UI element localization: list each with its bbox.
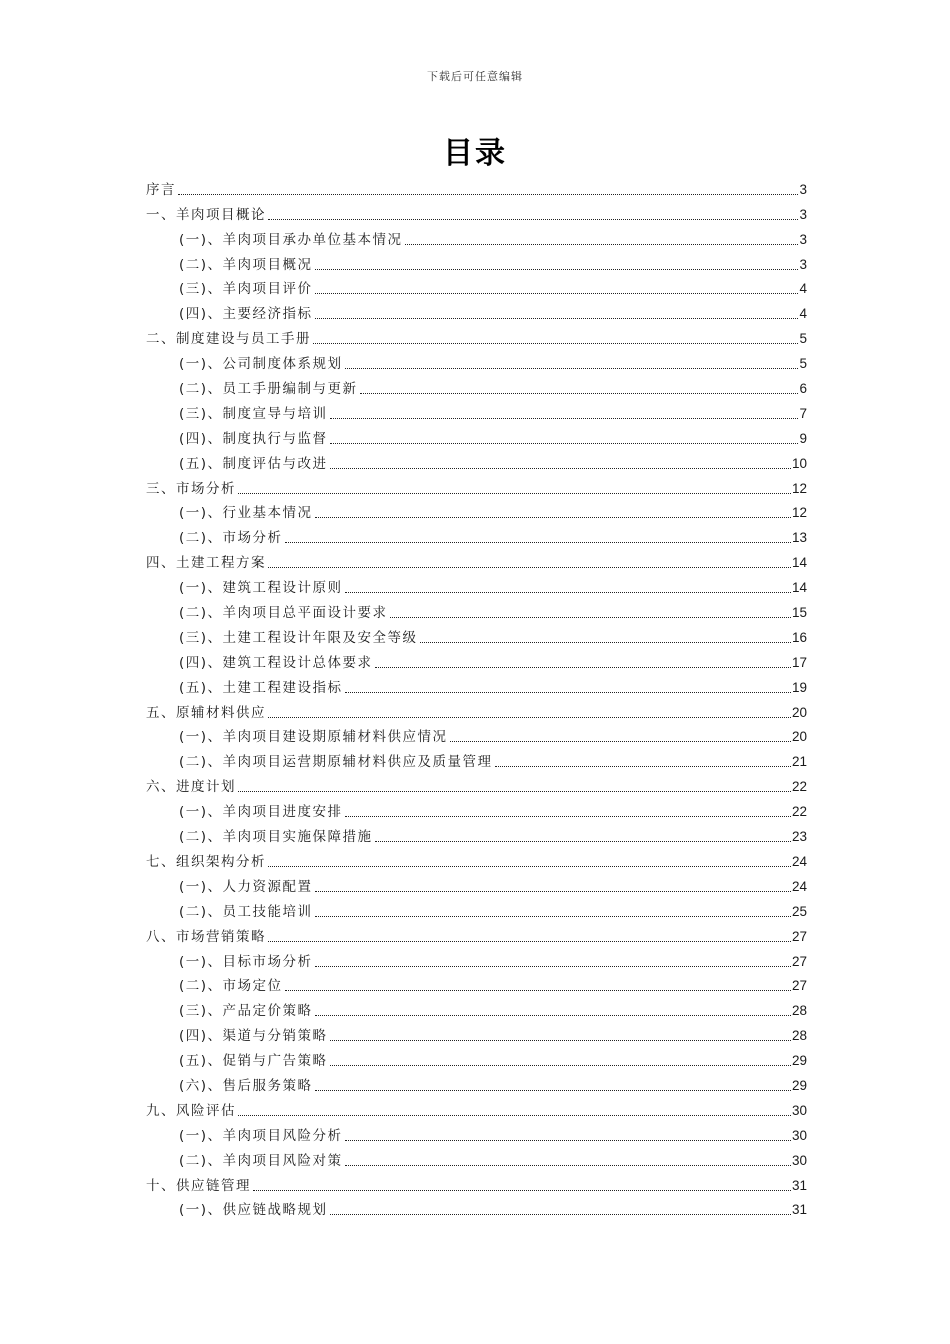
toc-dot-leader (315, 1089, 791, 1091)
toc-entry-title: 八、市场营销策略 (146, 928, 266, 945)
toc-subsection-entry[interactable] (146, 424, 807, 449)
toc-dot-leader (345, 1164, 791, 1166)
toc-entry-title: (二)、市场分析 (179, 530, 283, 547)
toc-entry-title: (二)、市场定位 (179, 978, 283, 995)
page-header-note: 下载后可任意编辑 (427, 70, 523, 83)
toc-dot-leader (330, 1064, 791, 1066)
toc-entry-title: (五)、促销与广告策略 (179, 1053, 328, 1070)
toc-dot-leader (238, 1114, 791, 1116)
toc-dot-leader (253, 1189, 791, 1191)
toc-subsection-entry[interactable] (146, 747, 807, 772)
toc-entry-page-number: 29 (791, 1053, 807, 1069)
toc-subsection-entry[interactable] (146, 947, 807, 972)
toc-entry-title: (四)、渠道与分销策略 (179, 1028, 328, 1045)
toc-subsection-entry[interactable] (146, 499, 807, 524)
toc-subsection-entry[interactable] (146, 797, 807, 822)
toc-dot-leader (313, 342, 798, 344)
toc-section-entry[interactable] (146, 1096, 807, 1121)
toc-dot-leader (345, 691, 791, 693)
toc-entry-page-number: 10 (791, 455, 807, 471)
toc-entry-page-number: 22 (791, 779, 807, 795)
toc-entry-title: (三)、产品定价策略 (179, 1003, 313, 1020)
toc-entry-title: 五、原辅材料供应 (146, 704, 266, 721)
toc-entry-page-number: 28 (791, 1003, 807, 1019)
toc-subsection-entry[interactable] (146, 1071, 807, 1096)
toc-dot-leader (345, 591, 791, 593)
toc-subsection-entry[interactable] (146, 225, 807, 250)
toc-entry-page-number: 12 (791, 505, 807, 521)
toc-entry-title: (一)、羊肉项目承办单位基本情况 (179, 231, 403, 248)
toc-dot-leader (268, 218, 798, 220)
toc-entry-page-number: 20 (791, 704, 807, 720)
toc-dot-leader (315, 268, 799, 270)
toc-entry-title: (五)、制度评估与改进 (179, 455, 328, 472)
toc-entry-title: (二)、羊肉项目运营期原辅材料供应及质量管理 (179, 754, 493, 771)
toc-subsection-entry[interactable] (146, 374, 807, 399)
toc-entry-page-number: 30 (791, 1152, 807, 1168)
toc-subsection-entry[interactable] (146, 1146, 807, 1171)
toc-entry-title: 二、制度建设与员工手册 (146, 331, 311, 348)
toc-subsection-entry[interactable] (146, 250, 807, 275)
toc-dot-leader (345, 815, 791, 817)
toc-dot-leader (450, 740, 791, 742)
toc-dot-leader (315, 292, 799, 294)
toc-entry-title: (二)、员工技能培训 (179, 903, 313, 920)
toc-entry-page-number: 3 (799, 181, 807, 197)
toc-entry-page-number: 15 (791, 605, 807, 621)
toc-dot-leader (268, 566, 791, 568)
toc-section-entry[interactable] (146, 200, 807, 225)
toc-subsection-entry[interactable] (146, 673, 807, 698)
toc-entry-title: (二)、羊肉项目总平面设计要求 (179, 605, 388, 622)
toc-entry-page-number: 14 (791, 580, 807, 596)
toc-entry-page-number: 4 (799, 306, 807, 322)
toc-entry-page-number: 31 (791, 1202, 807, 1218)
toc-entry-title: (一)、行业基本情况 (179, 505, 313, 522)
toc-subsection-entry[interactable] (146, 723, 807, 748)
toc-dot-leader (238, 790, 791, 792)
toc-subsection-entry[interactable] (146, 573, 807, 598)
toc-entry-title: (一)、公司制度体系规划 (179, 356, 343, 373)
toc-list (146, 175, 807, 1220)
toc-section-entry[interactable] (146, 1171, 807, 1196)
toc-entry-title: (二)、羊肉项目风险对策 (179, 1152, 343, 1169)
toc-entry-page-number: 9 (799, 430, 807, 446)
toc-entry-title: (三)、制度宣导与培训 (179, 405, 328, 422)
toc-entry-page-number: 13 (791, 530, 807, 546)
toc-dot-leader (285, 541, 791, 543)
toc-title: 目录 (443, 136, 507, 171)
toc-entry-page-number: 22 (791, 804, 807, 820)
toc-dot-leader (315, 1014, 791, 1016)
toc-section-entry[interactable] (146, 847, 807, 872)
toc-entry-title: 一、羊肉项目概论 (146, 206, 266, 223)
toc-entry-title: (一)、羊肉项目建设期原辅材料供应情况 (179, 729, 448, 746)
toc-section-entry[interactable] (146, 922, 807, 947)
toc-entry-page-number: 27 (791, 953, 807, 969)
toc-section-entry[interactable] (146, 698, 807, 723)
toc-entry-title: (二)、羊肉项目概况 (179, 256, 313, 273)
toc-section-entry[interactable] (146, 548, 807, 573)
toc-entry-title: (一)、建筑工程设计原则 (179, 580, 343, 597)
toc-subsection-entry[interactable] (146, 1021, 807, 1046)
toc-entry-page-number: 25 (791, 903, 807, 919)
toc-entry-page-number: 3 (799, 206, 807, 222)
toc-dot-leader (315, 965, 791, 967)
toc-dot-leader (315, 915, 791, 917)
toc-dot-leader (330, 442, 799, 444)
toc-subsection-entry[interactable] (146, 523, 807, 548)
toc-entry-page-number: 24 (791, 853, 807, 869)
toc-subsection-entry[interactable] (146, 648, 807, 673)
toc-entry-page-number: 4 (799, 281, 807, 297)
toc-entry-page-number: 30 (791, 1127, 807, 1143)
toc-subsection-entry[interactable] (146, 897, 807, 922)
toc-section-entry[interactable] (146, 474, 807, 499)
toc-subsection-entry[interactable] (146, 972, 807, 997)
toc-entry-title: (一)、目标市场分析 (179, 953, 313, 970)
toc-dot-leader (345, 367, 799, 369)
toc-dot-leader (315, 317, 799, 319)
toc-entry-title: (二)、员工手册编制与更新 (179, 381, 358, 398)
toc-entry-title: (五)、土建工程建设指标 (179, 679, 343, 696)
toc-entry-title: 四、土建工程方案 (146, 555, 266, 572)
toc-dot-leader (268, 716, 791, 718)
toc-entry-title: (四)、主要经济指标 (179, 306, 313, 323)
toc-entry-page-number: 27 (791, 928, 807, 944)
toc-dot-leader (315, 516, 791, 518)
toc-entry-title: 九、风险评估 (146, 1102, 236, 1119)
toc-entry-page-number: 3 (799, 256, 807, 272)
toc-dot-leader (495, 765, 791, 767)
toc-entry-title: (一)、人力资源配置 (179, 878, 313, 895)
toc-entry-page-number: 16 (791, 629, 807, 645)
toc-dot-leader (330, 1213, 791, 1215)
toc-entry-title: (三)、羊肉项目评价 (179, 281, 313, 298)
toc-subsection-entry[interactable] (146, 872, 807, 897)
toc-entry-title: (四)、建筑工程设计总体要求 (179, 654, 373, 671)
toc-subsection-entry[interactable] (146, 598, 807, 623)
toc-dot-leader (315, 890, 791, 892)
toc-entry-page-number: 24 (791, 878, 807, 894)
toc-dot-leader (268, 940, 791, 942)
toc-entry-page-number: 29 (791, 1077, 807, 1093)
toc-entry-page-number: 28 (791, 1028, 807, 1044)
toc-subsection-entry[interactable] (146, 399, 807, 424)
toc-subsection-entry[interactable] (146, 1196, 807, 1221)
toc-section-entry[interactable] (146, 772, 807, 797)
toc-entry-page-number: 30 (791, 1102, 807, 1118)
toc-entry-page-number: 19 (791, 679, 807, 695)
toc-section-entry[interactable] (146, 324, 807, 349)
toc-dot-leader (360, 392, 799, 394)
toc-entry-title: 七、组织架构分析 (146, 853, 266, 870)
toc-entry-title: (一)、供应链战略规划 (179, 1202, 328, 1219)
toc-subsection-entry[interactable] (146, 349, 807, 374)
toc-subsection-entry[interactable] (146, 822, 807, 847)
toc-subsection-entry[interactable] (146, 1046, 807, 1071)
toc-dot-leader (330, 467, 791, 469)
toc-entry-page-number: 14 (791, 555, 807, 571)
toc-entry-title: (三)、土建工程设计年限及安全等级 (179, 629, 418, 646)
toc-entry-page-number: 7 (799, 405, 807, 421)
toc-entry-title: 十、供应链管理 (146, 1177, 251, 1194)
toc-dot-leader (330, 1039, 791, 1041)
toc-dot-leader (178, 193, 798, 195)
toc-entry-title: (一)、羊肉项目进度安排 (179, 804, 343, 821)
toc-subsection-entry[interactable] (146, 1121, 807, 1146)
toc-entry-page-number: 21 (791, 754, 807, 770)
toc-dot-leader (285, 989, 791, 991)
toc-entry-title: (六)、售后服务策略 (179, 1077, 313, 1094)
toc-dot-leader (345, 1139, 791, 1141)
toc-entry-page-number: 3 (799, 231, 807, 247)
toc-entry-page-number: 23 (791, 829, 807, 845)
toc-dot-leader (375, 840, 791, 842)
toc-entry-page-number: 6 (799, 381, 807, 397)
toc-subsection-entry[interactable] (146, 623, 807, 648)
toc-subsection-entry[interactable] (146, 996, 807, 1021)
toc-dot-leader (268, 865, 791, 867)
toc-entry-title: 六、进度计划 (146, 779, 236, 796)
toc-section-entry[interactable] (146, 175, 807, 200)
toc-subsection-entry[interactable] (146, 449, 807, 474)
toc-dot-leader (238, 492, 791, 494)
toc-subsection-entry[interactable] (146, 275, 807, 300)
toc-entry-page-number: 20 (791, 729, 807, 745)
toc-entry-title: (二)、羊肉项目实施保障措施 (179, 829, 373, 846)
toc-entry-page-number: 27 (791, 978, 807, 994)
toc-entry-title: (四)、制度执行与监督 (179, 430, 328, 447)
toc-subsection-entry[interactable] (146, 299, 807, 324)
toc-entry-title: 三、市场分析 (146, 480, 236, 497)
toc-dot-leader (420, 641, 791, 643)
toc-dot-leader (375, 666, 791, 668)
toc-entry-title: 序言 (146, 181, 176, 198)
toc-entry-page-number: 5 (799, 331, 807, 347)
toc-entry-page-number: 5 (799, 356, 807, 372)
toc-entry-page-number: 17 (791, 654, 807, 670)
toc-dot-leader (405, 243, 799, 245)
toc-dot-leader (330, 417, 799, 419)
toc-dot-leader (390, 616, 791, 618)
toc-entry-title: (一)、羊肉项目风险分析 (179, 1127, 343, 1144)
toc-entry-page-number: 31 (791, 1177, 807, 1193)
toc-entry-page-number: 12 (791, 480, 807, 496)
